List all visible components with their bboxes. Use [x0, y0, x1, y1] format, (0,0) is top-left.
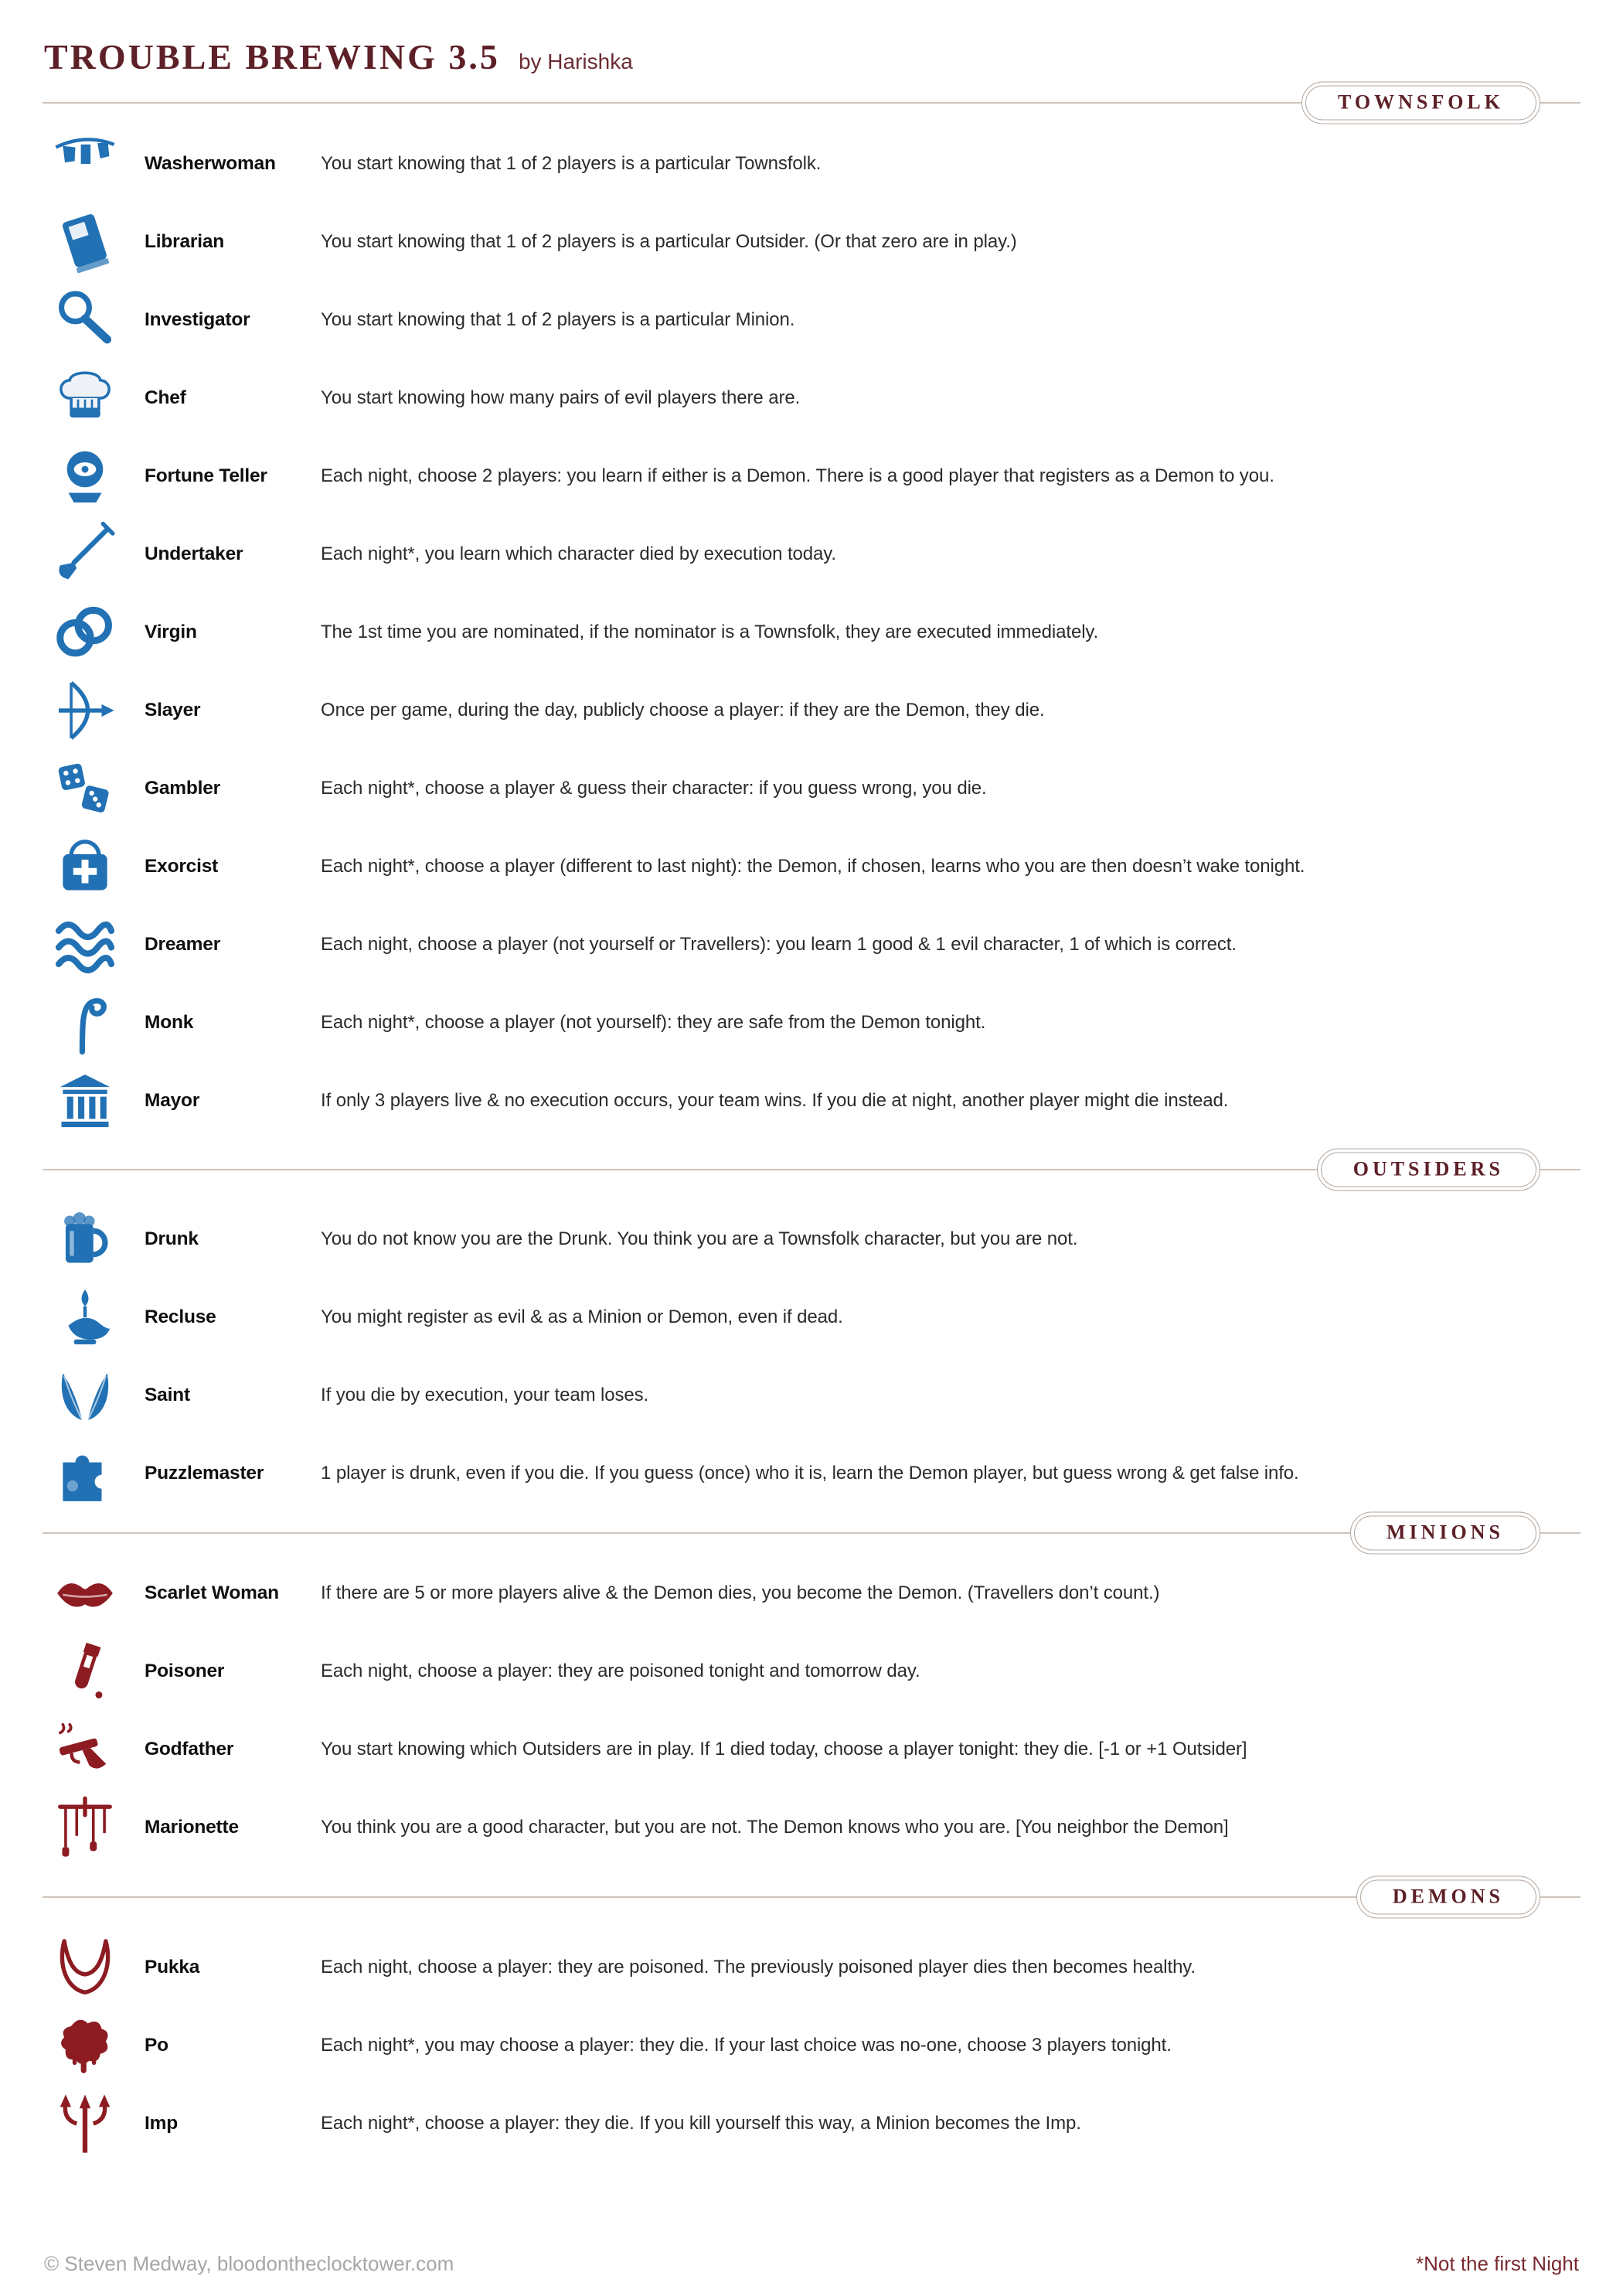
footer-night-note: *Not the first Night [1416, 2252, 1579, 2275]
character-row-slayer [0, 671, 1623, 749]
character-name: Librarian [145, 230, 225, 252]
character-row-undertaker [0, 515, 1623, 593]
washerwoman-icon [43, 127, 128, 201]
poisoner-icon [43, 1634, 128, 1708]
character-ability: Each night, choose a player: they are poisoned tonight and tomorrow day. [321, 1660, 920, 1681]
page-title: TROUBLE BREWING 3.5 [44, 37, 500, 77]
godfather-icon [43, 1712, 128, 1787]
character-ability: You start knowing that 1 of 2 players is a particular Townsfolk. [321, 152, 822, 174]
puzzlemaster-icon [43, 1436, 128, 1511]
character-name: Fortune Teller [145, 465, 267, 486]
character-row-washerwoman [0, 124, 1623, 203]
section-badge-outsiders: OUTSIDERS [1317, 1149, 1540, 1191]
character-name: Monk [145, 1011, 194, 1033]
drunk-icon [43, 1202, 128, 1276]
character-ability: You start knowing that 1 of 2 players is a particular Minion. [321, 308, 795, 330]
character-name: Po [145, 2034, 168, 2056]
section-badge-demons: DEMONS [1356, 1876, 1540, 1919]
character-row-po [0, 2006, 1623, 2084]
character-name: Marionette [145, 1816, 239, 1838]
character-ability: You start knowing that 1 of 2 players is a particular Outsider. (Or that zero are in play.) [321, 230, 1017, 252]
character-name: Slayer [145, 699, 201, 720]
character-name: Washerwoman [145, 152, 276, 174]
page-author: by Harishka [518, 49, 633, 73]
imp-icon [43, 2086, 128, 2161]
chef-icon [43, 361, 128, 435]
character-ability: The 1st time you are nominated, if the nominator is a Townsfolk, they are executed immediately. [321, 621, 1099, 642]
character-ability: Each night, choose a player (not yourself or Travellers): you learn 1 good & 1 evil character, 1 of which is correct. [321, 933, 1237, 955]
character-name: Recluse [145, 1306, 216, 1327]
virgin-icon [43, 595, 128, 669]
character-ability: Once per game, during the day, publicly choose a player: if they are the Demon, they die. [321, 699, 1045, 720]
monk-icon [43, 986, 128, 1060]
section-divider-demons [0, 1866, 1623, 1928]
character-ability: You start knowing which Outsiders are in play. If 1 died today, choose a player tonight: they die. [-1 or +1 Outsider] [321, 1738, 1247, 1759]
section-badge-townsfolk: TOWNSFOLK [1301, 82, 1540, 124]
po-icon [43, 2008, 128, 2083]
recluse-icon [43, 1280, 128, 1354]
pukka-icon [43, 1930, 128, 2005]
section-divider-outsiders [0, 1139, 1623, 1200]
gambler-icon [43, 751, 128, 826]
marionette-icon [43, 1790, 128, 1865]
dreamer-icon [43, 908, 128, 982]
character-ability: If you die by execution, your team loses. [321, 1384, 649, 1405]
character-name: Chef [145, 387, 186, 408]
character-name: Puzzlemaster [145, 1462, 264, 1484]
character-ability: You might register as evil & as a Minion or Demon, even if dead. [321, 1306, 843, 1327]
character-row-monk [0, 983, 1623, 1061]
character-row-chef [0, 359, 1623, 437]
character-ability: You start knowing how many pairs of evil players there are. [321, 387, 801, 408]
character-ability: If there are 5 or more players alive & the Demon dies, you become the Demon. (Travellers don’t count.) [321, 1582, 1160, 1603]
footer-copyright: © Steven Medway, bloodontheclocktower.com [44, 2252, 454, 2275]
character-row-gambler [0, 749, 1623, 827]
character-name: Investigator [145, 308, 250, 330]
character-name: Pukka [145, 1956, 200, 1977]
character-ability: You do not know you are the Drunk. You think you are a Townsfolk character, but you are not. [321, 1228, 1078, 1249]
character-ability: Each night*, choose a player (not yourself): they are safe from the Demon tonight. [321, 1011, 986, 1033]
character-row-fortune-teller [0, 437, 1623, 515]
character-name: Drunk [145, 1228, 199, 1249]
character-row-recluse [0, 1278, 1623, 1356]
character-row-mayor [0, 1061, 1623, 1139]
character-name: Saint [145, 1384, 190, 1405]
section-divider-minions [0, 1512, 1623, 1554]
character-ability: 1 player is drunk, even if you die. If you guess (once) who it is, learn the Demon player, but guess wrong & get false info. [321, 1462, 1299, 1484]
scarlet-woman-icon [43, 1556, 128, 1630]
exorcist-icon [43, 829, 128, 904]
character-row-poisoner [0, 1632, 1623, 1710]
character-row-scarlet-woman [0, 1554, 1623, 1632]
character-row-godfather [0, 1710, 1623, 1788]
character-ability: If only 3 players live & no execution occurs, your team wins. If you die at night, another player might die instead. [321, 1089, 1229, 1111]
character-ability: Each night*, you may choose a player: they die. If your last choice was no-one, choose 3 players tonight. [321, 2034, 1172, 2056]
character-name: Gambler [145, 777, 220, 799]
character-ability: Each night*, choose a player (different to last night): the Demon, if chosen, learns who you are then doesn’t wake tonight. [321, 855, 1305, 877]
librarian-icon [43, 205, 128, 279]
slayer-icon [43, 673, 128, 748]
sheet-header [0, 0, 1623, 81]
sections-container [0, 81, 1623, 2162]
investigator-icon [43, 283, 128, 357]
character-name: Mayor [145, 1089, 200, 1111]
character-row-dreamer [0, 905, 1623, 983]
character-ability: Each night, choose a player: they are poisoned. The previously poisoned player dies then becomes healthy. [321, 1956, 1196, 1977]
character-name: Poisoner [145, 1660, 225, 1681]
character-row-virgin [0, 593, 1623, 671]
character-name: Scarlet Woman [145, 1582, 279, 1603]
character-row-librarian [0, 203, 1623, 281]
character-row-pukka [0, 1928, 1623, 2006]
character-name: Exorcist [145, 855, 219, 877]
character-ability: Each night, choose 2 players: you learn if either is a Demon. There is a good player that registers as a Demon to you. [321, 465, 1274, 486]
character-row-marionette [0, 1788, 1623, 1866]
character-name: Virgin [145, 621, 197, 642]
divider-line [43, 1896, 1580, 1898]
character-row-investigator [0, 281, 1623, 359]
character-name: Dreamer [145, 933, 221, 955]
character-ability: You think you are a good character, but you are not. The Demon knows who you are. [You neighbor the Demon] [321, 1816, 1229, 1838]
section-divider-townsfolk [0, 81, 1623, 124]
character-ability: Each night*, choose a player & guess their character: if you guess wrong, you die. [321, 777, 987, 799]
character-name: Godfather [145, 1738, 234, 1759]
character-row-drunk [0, 1200, 1623, 1278]
saint-icon [43, 1358, 128, 1432]
character-row-imp [0, 2084, 1623, 2162]
undertaker-icon [43, 517, 128, 591]
fortune-teller-icon [43, 439, 128, 513]
character-ability: Each night*, choose a player: they die. If you kill yourself this way, a Minion becomes the Imp. [321, 2112, 1081, 2134]
character-name: Imp [145, 2112, 178, 2134]
character-row-exorcist [0, 827, 1623, 905]
section-badge-minions: MINIONS [1350, 1512, 1540, 1555]
character-row-puzzlemaster [0, 1434, 1623, 1512]
sheet-footer [44, 2252, 1579, 2276]
mayor-icon [43, 1064, 128, 1138]
character-ability: Each night*, you learn which character died by execution today. [321, 543, 836, 564]
character-row-saint [0, 1356, 1623, 1434]
character-name: Undertaker [145, 543, 243, 564]
